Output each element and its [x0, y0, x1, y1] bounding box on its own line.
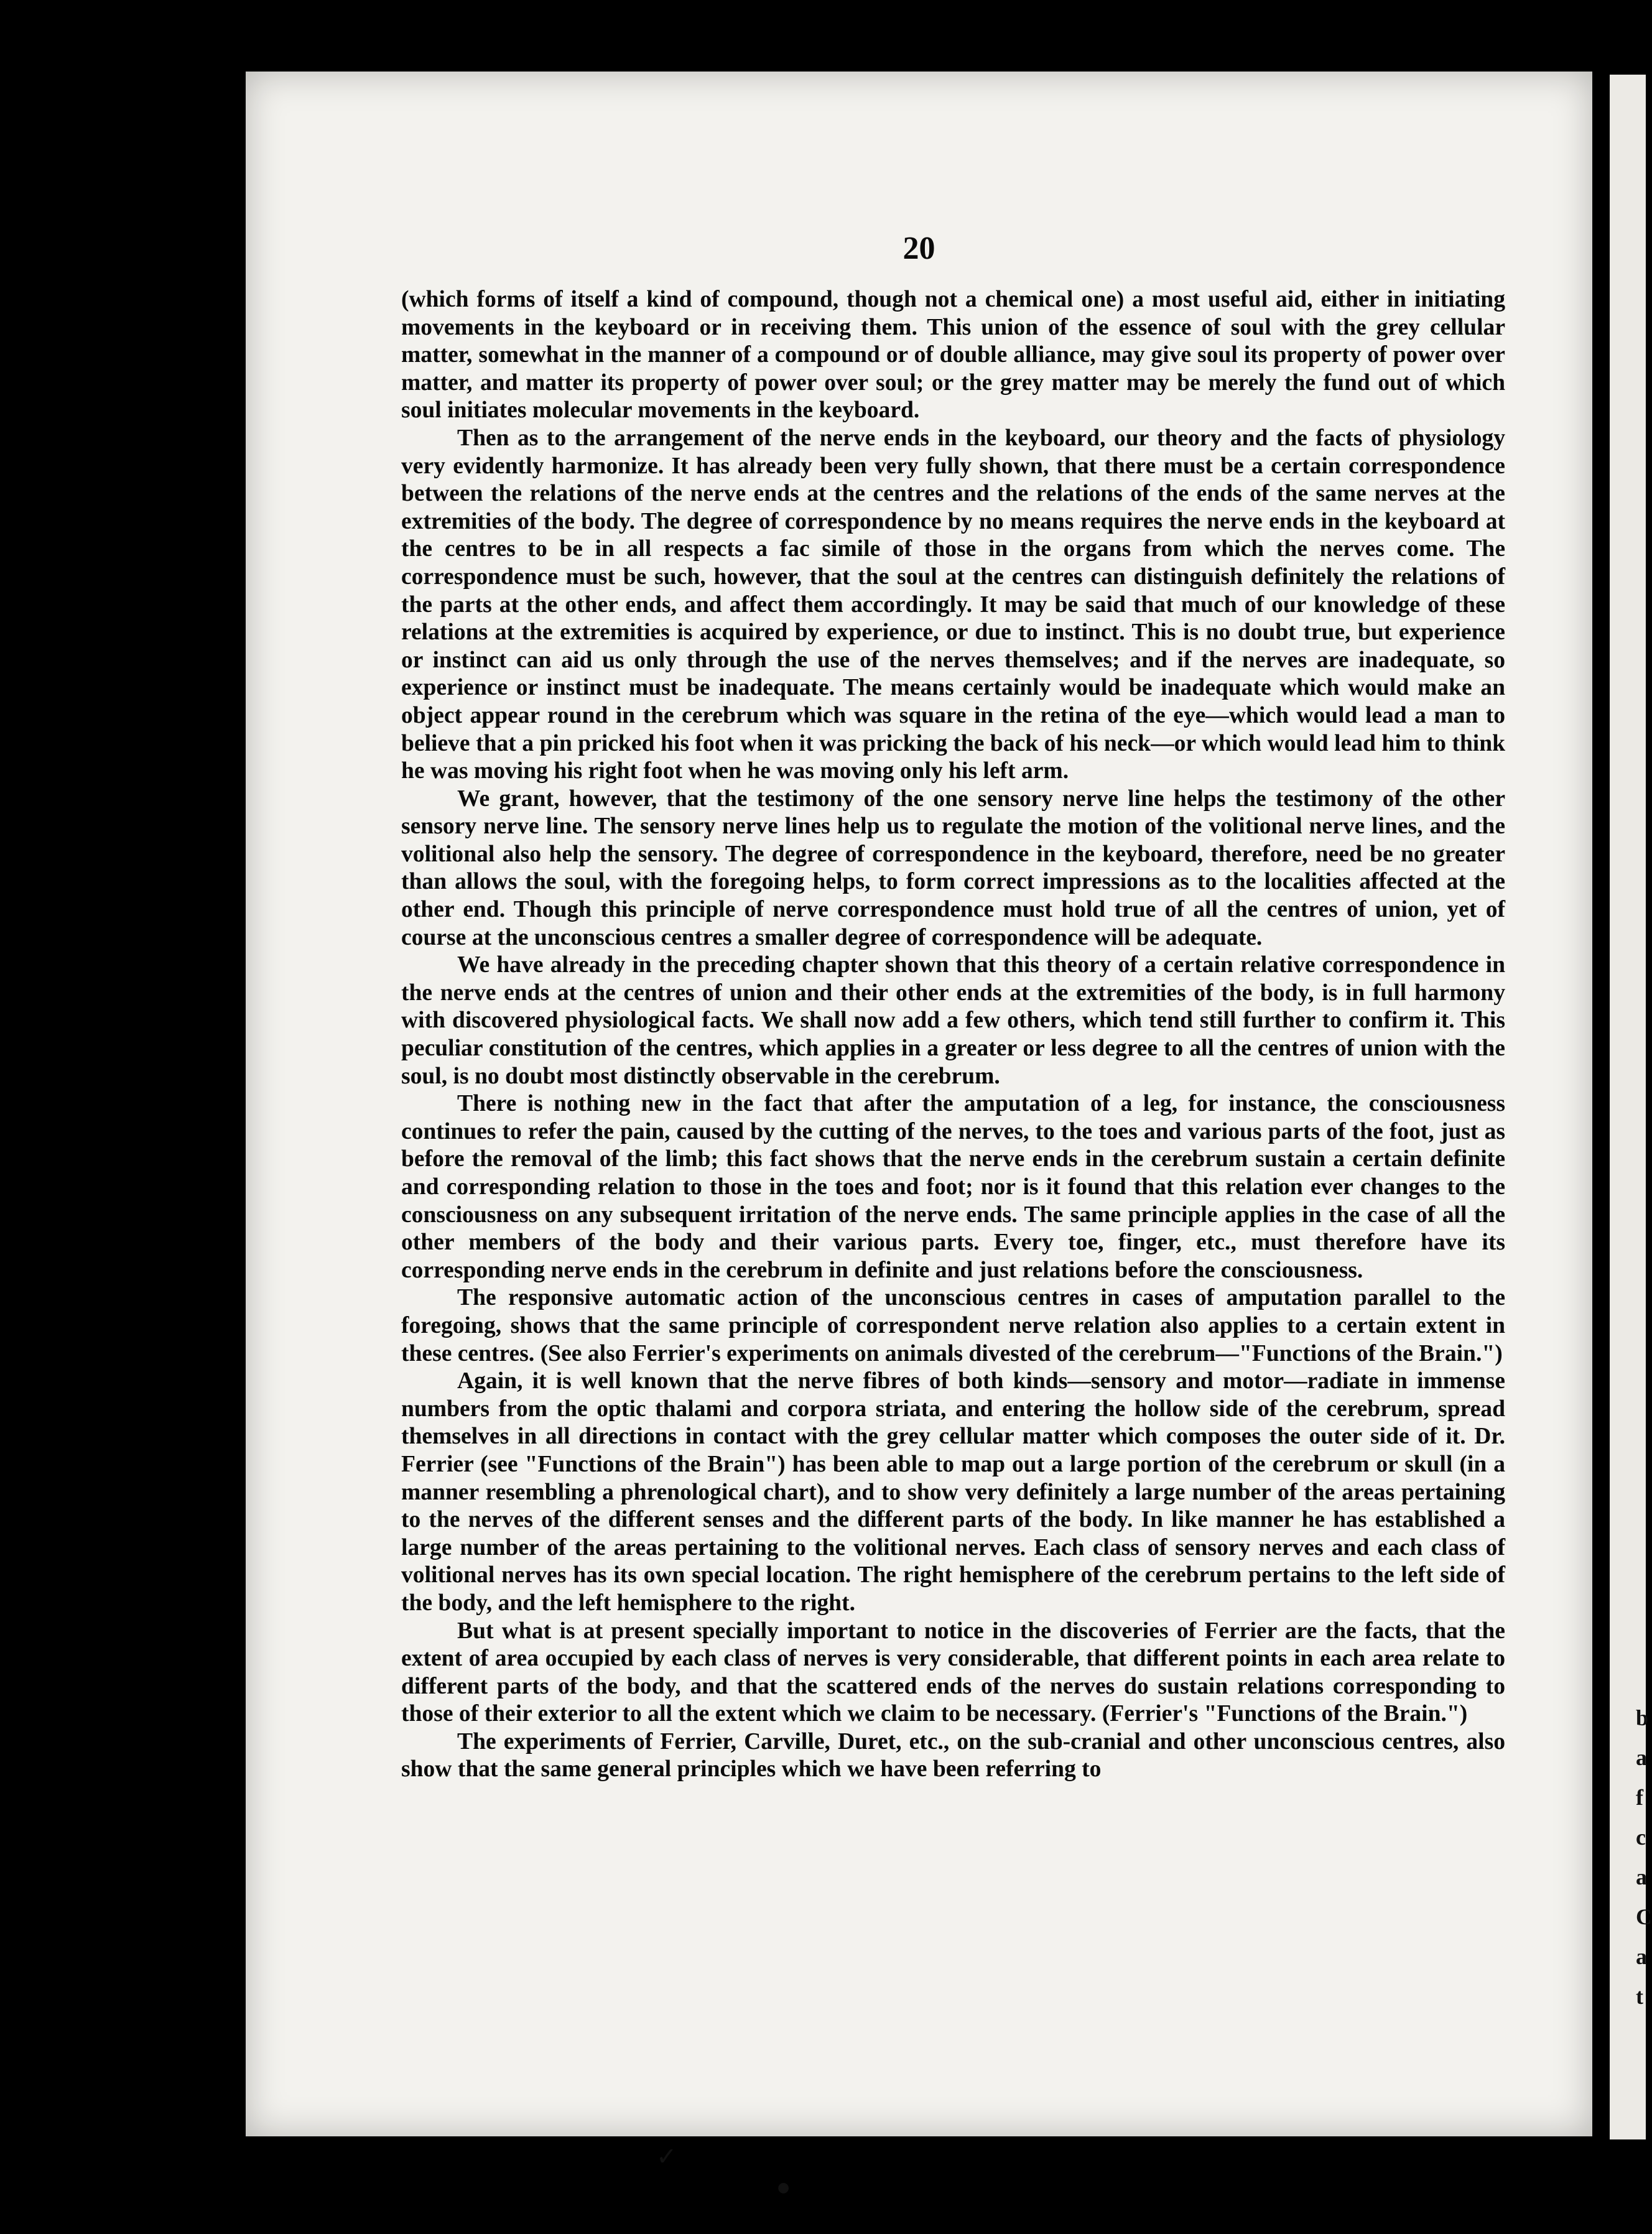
page-number: 20 — [903, 231, 935, 266]
book-page — [246, 72, 1592, 2195]
paragraph-experiments: The experiments of Ferrier, Carville, Duret, etc., on the sub-cranial and other unconscious centres, also show that the same general principles which we have been referring to — [401, 1728, 1505, 1782]
paragraph-sensory-testimony: We grant, however, that the testimony of the one sensory nerve line helps the testimony of the other sensory nerve line. The sensory nerve lines help us to regulate the motion of the volitional nerve lines, and the volitional also help the sensory. The degree of correspondence in the keyboard, therefore, need be no greater than allows the soul, with the foregoing helps, to form correct impressions as to the localities affected at the other end. Though this principle of nerve correspondence must hold true of all the centres of union, yet of course at the unconscious centres a smaller degree of correspondence will be adequate. — [401, 786, 1505, 950]
ink-dot-mark: ● — [777, 2180, 790, 2195]
paragraph-keyboard-arrangement: Then as to the arrangement of the nerve ends in the keyboard, our theory and the facts of physiology very evidently harmonize. It has already been very fully shown, that there must be a certain correspondence between the relations of the nerve ends at the centres and the relations of the ends of the same nerves at the extremities of the body. The degree of correspondence by no means requires the nerve ends in the keyboard at the centres to be in all respects a fac simile of those in the organs from which the nerves come. The correspondence must be such, however, that the soul at the centres can distinguish definitely the relations of the parts at the other ends, and affect them accordingly. It may be said that much of our knowledge of these relations at the extremities is acquired by experience, or due to instinct. This is no doubt true, but experience or instinct can aid us only through the use of the nerves themselves; and if the nerves are inadequate, so experience or instinct must be inadequate. The means certainly would be inadequate which would make an object appear round in the cerebrum which was square in the retina of the eye—which would lead a man to believe that a pin pricked his foot when it was pricking the back of his neck—or which would lead him to think he was moving his right foot when he was moving only his left arm. — [401, 425, 1505, 784]
page-body-text — [401, 286, 1505, 2077]
adjacent-page-letters: bafcaCat — [1636, 1705, 1652, 2009]
paragraph-preceding-chapter: We have already in the preceding chapter shown that this theory of a certain relative correspondence in the nerve ends at the centres of union and their other ends at the extremities of the body, is in full harmony with discovered physiological facts. We shall now add a few others, which tend still further to confirm it. This peculiar constitution of the centres, which applies in a greater or less degree to all the centres of union with the soul, is no doubt most distinctly observable in the cerebrum. — [401, 952, 1505, 1089]
paragraph-nerve-fibres: Again, it is well known that the nerve fibres of both kinds—sensory and motor—radiate in immense numbers from the optic thalami and corpora striata, and entering the hollow side of the cerebrum, spread themselves in all directions in contact with the grey cellular matter which composes the outer side of it. Dr. Ferrier (see "Functions of the Brain") has been able to map out a large portion of the cerebrum or skull (in a manner resembling a phrenological chart), and to show very definitely a large number of the areas pertaining to the nerves of the different senses and the different parts of the body. In like manner he has established a large number of the areas pertaining to the volitional nerves. Each class of sensory nerves and each class of volitional nerves has its own special location. The right hemisphere of the cerebrum pertains to the left side of the body, and the left hemisphere to the right. — [401, 1368, 1505, 1616]
paragraph-amputation: There is nothing new in the fact that after the amputation of a leg, for instance, the consciousness continues to refer the pain, caused by the cutting of the nerves, to the toes and various parts of the foot, just as before the removal of the limb; this fact shows that the nerve ends in the cerebrum sustain a certain definite and corresponding relation to those in the toes and foot; nor is it found that this relation ever changes to the consciousness on any subsequent irritation of the nerve ends. The same principle applies in the case of all the other members of the body and their various parts. Every toe, finger, etc., must therefore have its corresponding nerve ends in the cerebrum in definite and just relations before the consciousness. — [401, 1091, 1505, 1283]
paragraph-automatic-action: The responsive automatic action of the unconscious centres in cases of amputation parallel to the foregoing, shows that the same principle of correspondent nerve relation also applies to a certain extent in these centres. (See also Ferrier's experiments on animals divested of the cerebrum—"Functions of the Brain.") — [401, 1285, 1505, 1366]
ink-speck-mark: ✓ — [656, 2143, 677, 2171]
paragraph-ferrier-discoveries: But what is at present specially important to notice in the discoveries of Ferrier are the facts, that the extent of area occupied by each class of nerves is very considerable, that different points in each area relate to different parts of the body, and that the scattered ends of the nerves do sustain relations corresponding to those of their exterior to all the extent which we claim to be necessary. (Ferrier's "Functions of the Brain.") — [401, 1618, 1505, 1727]
paragraph-continuation: (which forms of itself a kind of compound, though not a chemical one) a most useful aid, either in initiating movements in the keyboard or in receiving them. This union of the essence of soul with the grey cellular matter, somewhat in the manner of a compound or of double alliance, may give soul its property of power over matter, and matter its property of power over soul; or the grey matter may be merely the fund out of which soul initiates molecular movements in the keyboard. — [401, 287, 1505, 424]
